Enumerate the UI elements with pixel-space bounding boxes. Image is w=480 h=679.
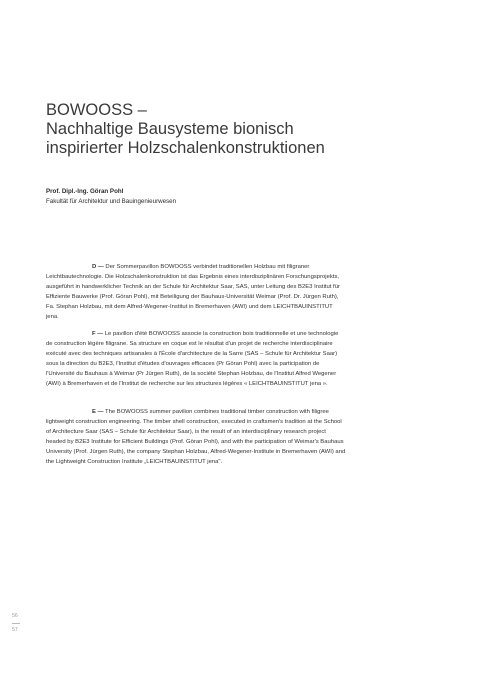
- paragraph-text: The BOWOOSS summer pavilion combines traditional timber construction with filigree lightweight construction engineering. The timber shell construction, executed in craftsmen's tradition at the School of Architecture Saar (SAS – Schule für Architektur Saar), is the result of an interdisciplinary research project headed by B2E3 Institute for Efficient Buildings (Prof. Göran Pohl), and with the participation of Weimar's Bauhaus University (Prof. Jürgen Ruth), the company Stephan Holzbau, Alfred-Wegener-Institute in Bremerhaven (AWI) and the Lightweight Construction Institute „LEICHTBAUINSTITUT jena".: [46, 409, 346, 466]
- paragraph-text: Der Sommerpavillon BOWOOSS verbindet traditionellen Holzbau mit filigraner Leichtbautechnologie. Die Holzschalenkonstruktion ist das Ergebnis eines interdisziplinären Forschungsprojekts, ausgeführt in handwerklicher Technik an der Schule für Architektur Saar, SAS, unter Leitung des B2E3 Institut für Effiziente Bauwerke (Prof. Göran Pohl), mit Beteiligung der Bauhaus-Universität Weimar (Prof. Dr. Jürgen Ruth), Fa. Stephan Holzbau, mit dem Alfred-Wegener-Institut in Bremerhaven (AWI) und dem LEICHTBAUINSTITUT jena.: [46, 264, 340, 321]
- paragraph-german: [46, 262, 346, 323]
- page-number-left: 56: [12, 613, 18, 619]
- page-number-right: 57: [12, 627, 18, 633]
- page-number-divider: [12, 623, 20, 624]
- document-title: [46, 101, 446, 158]
- title-line-2: Nachhaltige Bausysteme bionisch: [46, 120, 294, 138]
- paragraph-english: [46, 407, 346, 468]
- author-block: [46, 187, 446, 206]
- paragraph-french: [46, 329, 346, 390]
- page-numbers: [12, 613, 20, 634]
- title-line-1: BOWOOSS –: [46, 101, 147, 119]
- author-institution: Fakultät für Architektur und Bauingenieurwesen: [46, 197, 177, 205]
- language-marker-e: E —: [92, 409, 104, 415]
- paragraph-text: Le pavillon d'été BOWOOSS associe la construction bois traditionnelle et une technologie de construction légère filigrane. Sa structure en coque est le résultat d'un projet de recherche interdisciplinaire exécuté avec des techniques artisanales à l'École d'architecture de la Sarre (SAS – Schule für Architektur Saar) sous la direction du B2E3, l'Institut d'études d'ouvrages efficaces (Pr Göran Pohl) avec la participation de l'Université du Bauhaus à Weimar (Pr Jürgen Ruth), de la société Stephan Holzbau, de l'Institut Alfred Wegener (AWI) à Bremerhaven et de l'Institut de recherche sur les structures légères « LEICHTBAUINSTITUT jena ».: [46, 331, 339, 388]
- title-line-3: inspirierter Holzschalenkonstruktionen: [46, 139, 325, 157]
- author-name: Prof. Dipl.-Ing. Göran Pohl: [46, 188, 124, 195]
- language-marker-f: F —: [92, 331, 104, 337]
- language-marker-d: D —: [92, 264, 104, 270]
